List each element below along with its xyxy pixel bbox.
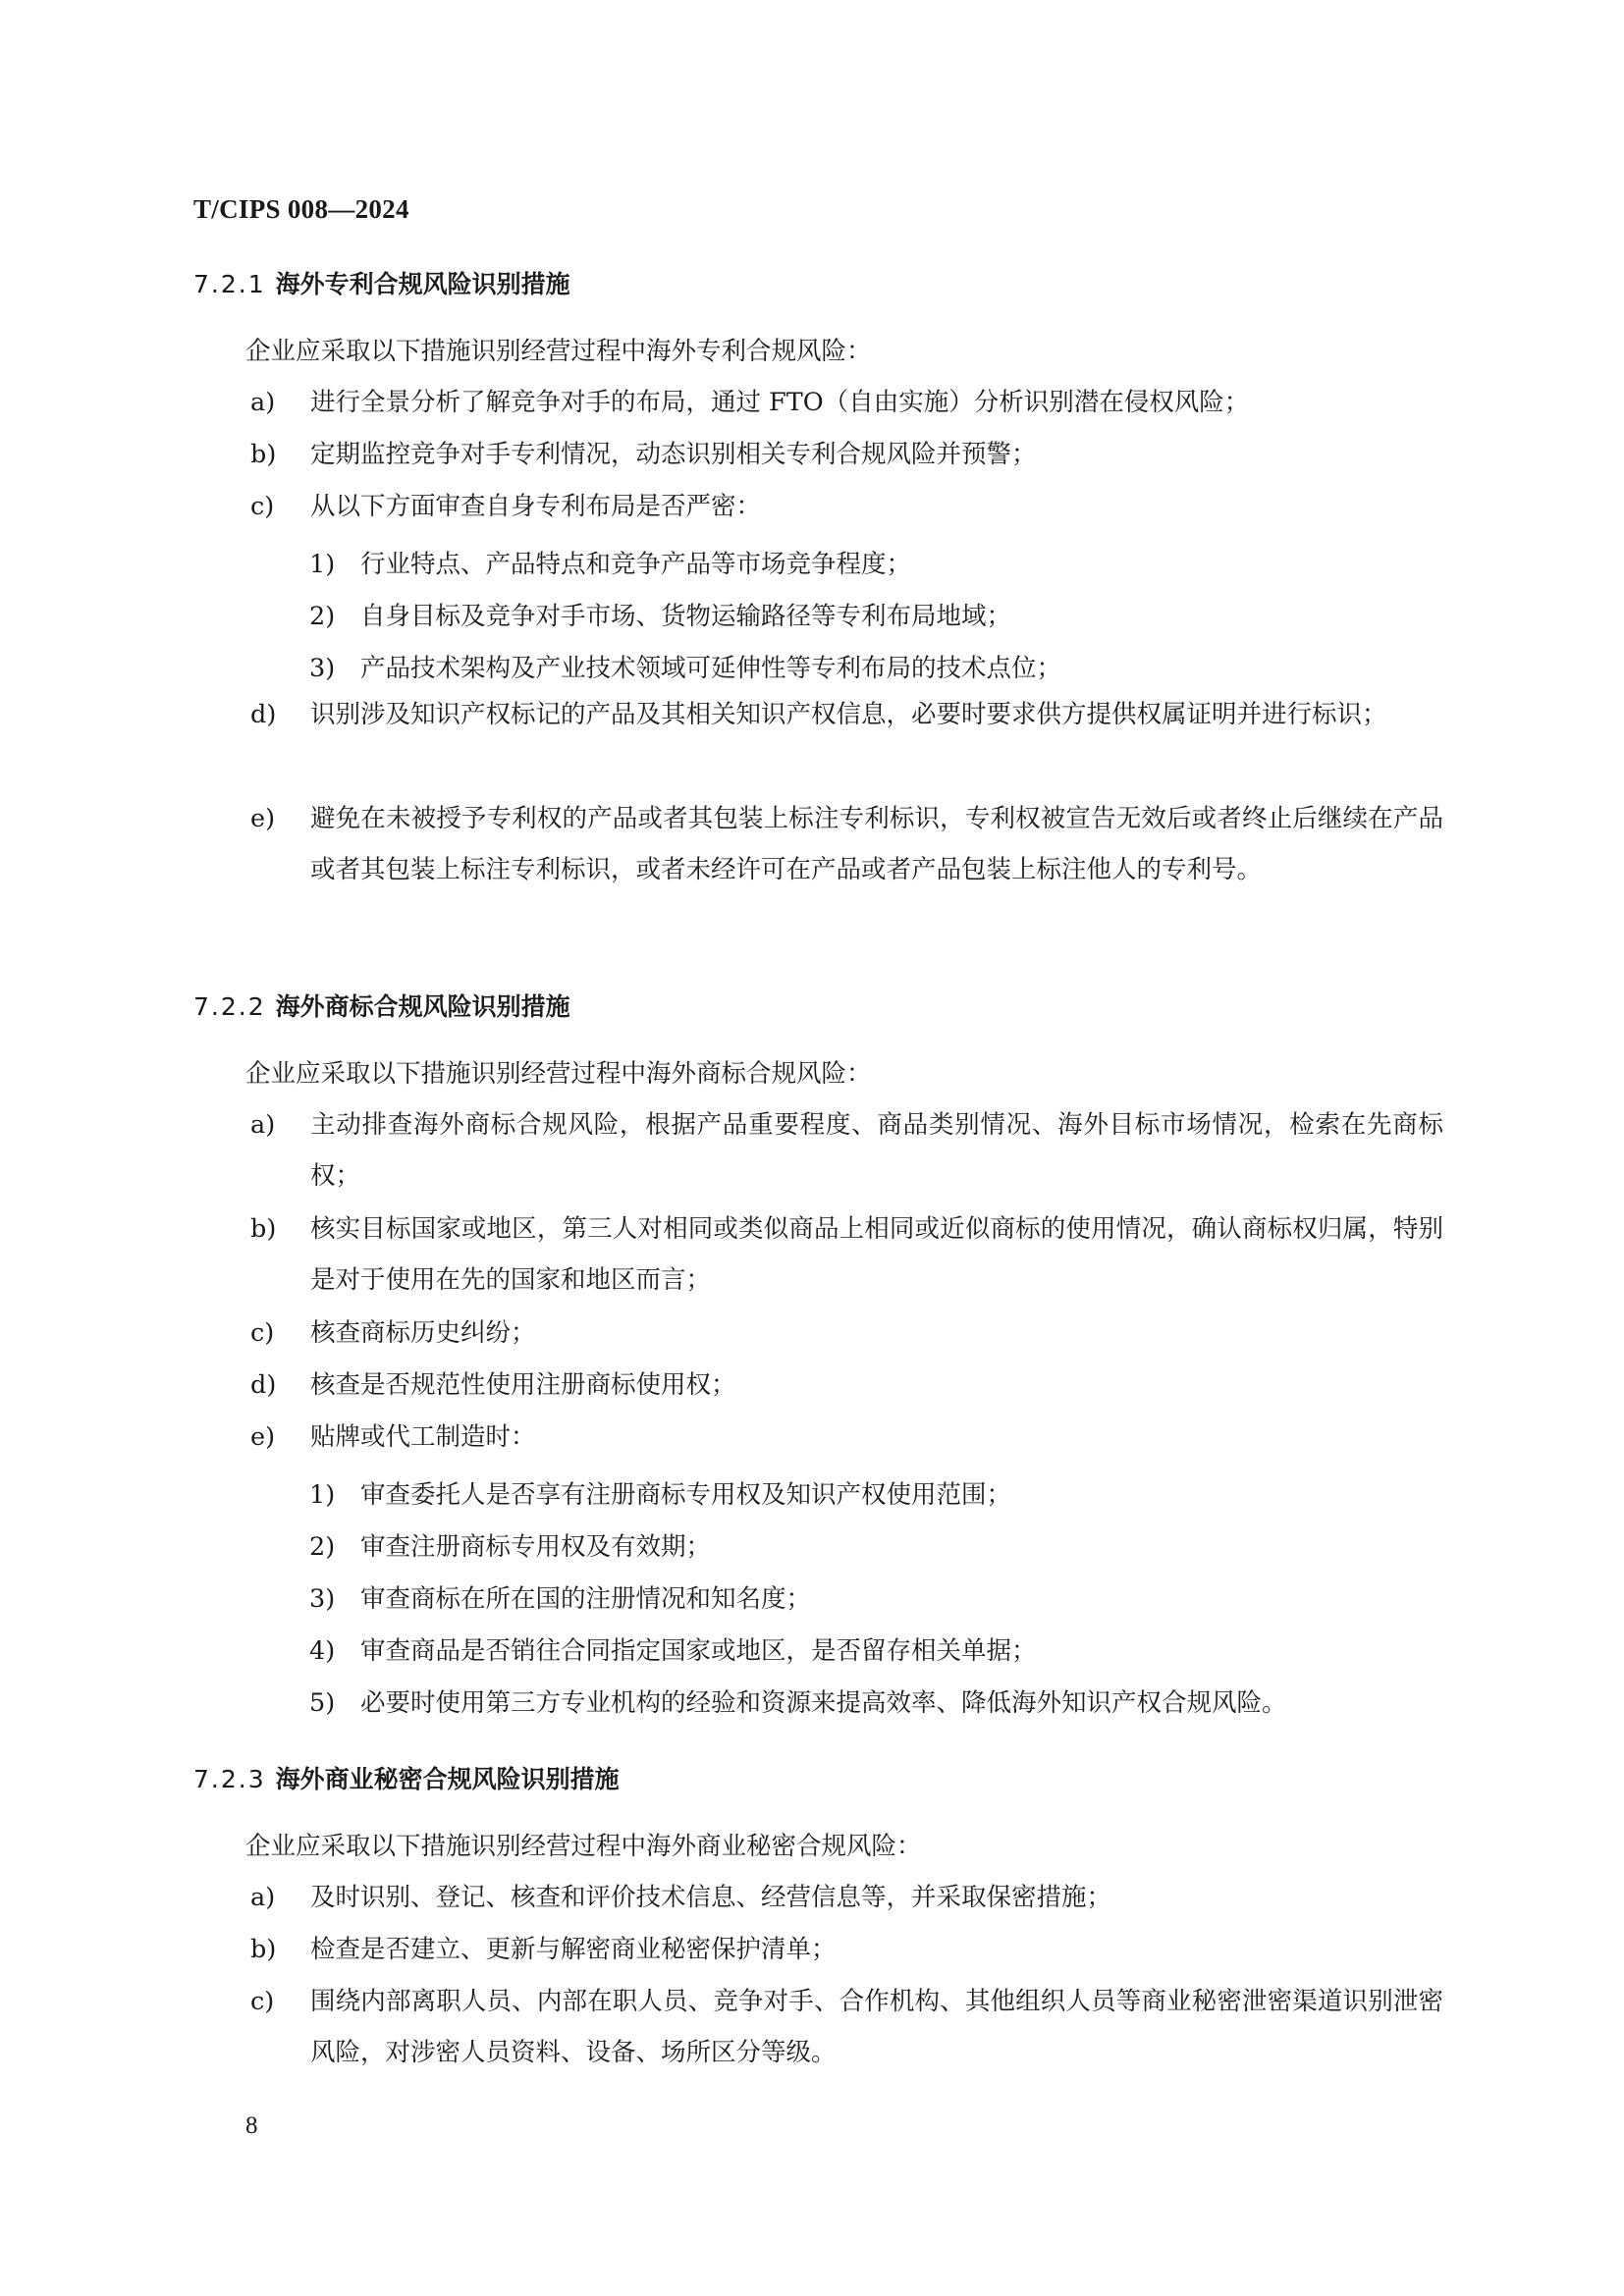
- list-item-text: 贴牌或代工制造时：: [310, 1422, 536, 1452]
- sub-list-item-text: 审查注册商标专用权及有效期；: [360, 1532, 712, 1562]
- list-item-label: a): [250, 1110, 276, 1140]
- list-item-text: 核查商标历史纠纷；: [310, 1318, 536, 1348]
- list-item: [250, 1924, 1443, 1975]
- list-item-text: 围绕内部离职人员、内部在职人员、竞争对手、合作机构、其他组织人员等商业秘密泄密渠道识别泄密风险，对涉密人员资料、设备、场所区分等级。: [310, 1987, 1443, 2067]
- document-code: T/CIPS 008—2024: [193, 194, 409, 224]
- section-title: 海外商业秘密合规风险识别措施: [275, 1765, 620, 1793]
- list-item-text: 及时识别、登记、核查和评价技术信息、经营信息等，并采取保密措施；: [310, 1883, 1112, 1912]
- list-item-label: b): [250, 1935, 277, 1964]
- section-heading-7-2-1: [193, 265, 570, 300]
- list-item-label: a): [250, 388, 276, 417]
- list-item: [250, 1872, 1443, 1923]
- list-item-label: e): [250, 1422, 276, 1452]
- sub-list-item-label: 3): [309, 1584, 336, 1614]
- sub-list-item: [309, 649, 1061, 684]
- list-item: [250, 1412, 1443, 1463]
- section-intro: 企业应采取以下措施识别经营过程中海外商标合规风险：: [245, 1059, 872, 1089]
- sub-list-item: [309, 1579, 811, 1615]
- sub-list-item: [309, 545, 911, 580]
- list-item: [250, 377, 1443, 428]
- list-item: [250, 793, 1443, 895]
- section-title: 海外商标合规风险识别措施: [275, 992, 570, 1021]
- list-item-text: 进行全景分析了解竞争对手的布局，通过 FTO（自由实施）分析识别潜在侵权风险；: [310, 388, 1250, 417]
- section-number: 7.2.3: [193, 1765, 266, 1793]
- sub-list-item-label: 1): [309, 550, 336, 579]
- list-item: [250, 429, 1443, 480]
- sub-list-item-text: 审查商品是否销往合同指定国家或地区，是否留存相关单据；: [360, 1636, 1037, 1666]
- sub-list-item-text: 自身目标及竞争对手市场、货物运输路径等专利布局地域；: [360, 602, 1012, 631]
- list-item-label: d): [250, 1370, 277, 1400]
- sub-list-item: [309, 597, 1011, 632]
- section-heading-7-2-2: [193, 988, 570, 1023]
- page-number: 8: [245, 2112, 258, 2139]
- list-item-text: 核查是否规范性使用注册商标使用权；: [310, 1370, 736, 1400]
- sub-list-item-label: 3): [309, 654, 336, 683]
- sub-list-item-label: 2): [309, 1532, 336, 1562]
- section-intro: 企业应采取以下措施识别经营过程中海外专利合规风险：: [245, 337, 872, 366]
- list-item: [250, 1203, 1443, 1306]
- list-item-label: d): [250, 700, 277, 729]
- sub-list-item-text: 审查商标在所在国的注册情况和知名度；: [360, 1584, 812, 1614]
- section-title: 海外专利合规风险识别措施: [275, 270, 570, 298]
- list-item-text: 定期监控竞争对手专利情况，动态识别相关专利合规风险并预警；: [310, 440, 1037, 469]
- list-item: [250, 1308, 1443, 1359]
- list-item-label: c): [250, 1318, 275, 1348]
- sub-list-item-text: 行业特点、产品特点和竞争产品等市场竞争程度；: [360, 550, 912, 579]
- sub-list-item-label: 5): [309, 1688, 336, 1718]
- list-item-label: b): [250, 440, 277, 469]
- list-item-label: b): [250, 1214, 277, 1244]
- list-item-text: 识别涉及知识产权标记的产品及其相关知识产权信息，必要时要求供方提供权属证明并进行标识；: [310, 700, 1387, 729]
- list-item: [250, 689, 1443, 740]
- sub-list-item-text: 产品技术架构及产业技术领域可延伸性等专利布局的技术点位；: [360, 654, 1062, 683]
- list-item-label: e): [250, 804, 276, 833]
- list-item-text: 避免在未被授予专利权的产品或者其包装上标注专利标识，专利权被宣告无效后或者终止后继续在产品或者其包装上标注专利标识，或者未经许可在产品或者产品包装上标注他人的专利号。: [310, 804, 1443, 884]
- list-item-label: c): [250, 492, 275, 521]
- sub-list-item-label: 2): [309, 602, 336, 631]
- list-item: [250, 481, 1443, 532]
- list-item-text: 主动排查海外商标合规风险，根据产品重要程度、商品类别情况、海外目标市场情况，检索在先商标权；: [310, 1110, 1443, 1191]
- list-item: [250, 1360, 1443, 1411]
- section-heading-7-2-3: [193, 1760, 620, 1795]
- list-item: [250, 1976, 1443, 2078]
- list-item-label: a): [250, 1883, 276, 1912]
- section-intro: 企业应采取以下措施识别经营过程中海外商业秘密合规风险：: [245, 1832, 922, 1861]
- sub-list-item: [309, 1631, 1037, 1667]
- section-number: 7.2.2: [193, 992, 266, 1021]
- sub-list-item-label: 1): [309, 1480, 336, 1510]
- list-item: [250, 1099, 1443, 1201]
- list-item-label: c): [250, 1987, 275, 2016]
- section-number: 7.2.1: [193, 270, 266, 298]
- list-item-text: 核实目标国家或地区，第三人对相同或类似商品上相同或近似商标的使用情况，确认商标权归属，特别是对于使用在先的国家和地区而言；: [310, 1214, 1443, 1295]
- sub-list-item-text: 审查委托人是否享有注册商标专用权及知识产权使用范围；: [360, 1480, 1012, 1510]
- sub-list-item: [309, 1475, 1011, 1511]
- sub-list-item-text: 必要时使用第三方专业机构的经验和资源来提高效率、降低海外知识产权合规风险。: [360, 1688, 1287, 1718]
- sub-list-item: [309, 1527, 711, 1563]
- sub-list-item: [309, 1683, 1287, 1719]
- sub-list-item-label: 4): [309, 1636, 336, 1666]
- list-item-text: 从以下方面审查自身专利布局是否严密：: [310, 492, 762, 521]
- list-item-text: 检查是否建立、更新与解密商业秘密保护清单；: [310, 1935, 837, 1964]
